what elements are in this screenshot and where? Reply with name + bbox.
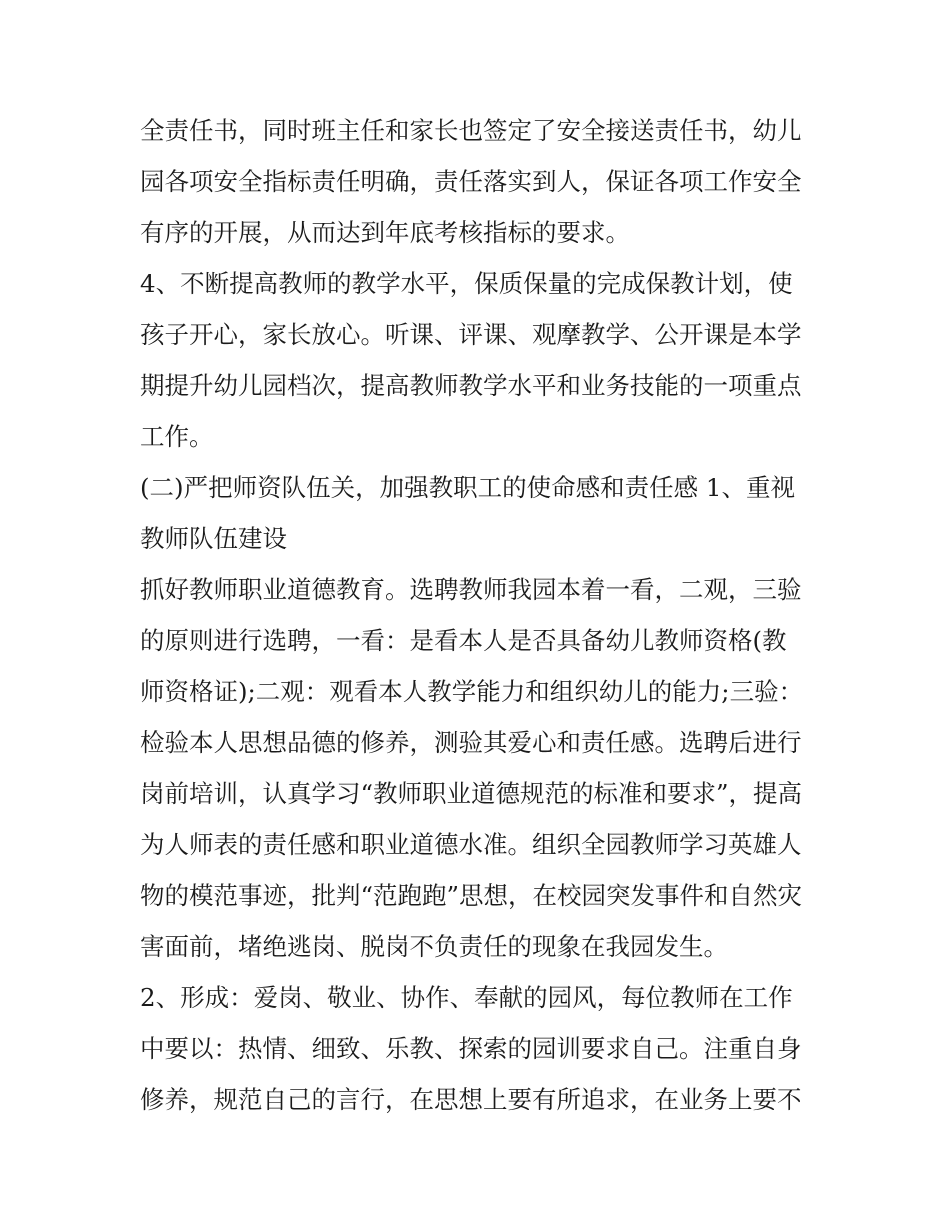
text-line: 中要以：热情、细致、乐教、探索的园训要求自己。注重自身 [140,1034,802,1063]
text-line: 的原则进行选聘，一看：是看本人是否具备幼儿教师资格(教 [140,626,787,655]
text-line: 有序的开展，从而达到年底考核指标的要求。 [140,218,630,247]
text-line: 孩子开心，家长放心。听课、评课、观摩教学、公开课是本学 [140,320,802,349]
text-line: 为人师表的责任感和职业道德水准。组织全园教师学习英雄人 [140,830,802,859]
text-line: 检验本人思想品德的修养，测验其爱心和责任感。选聘后进行 [140,728,802,757]
body-text [140,105,820,1125]
text-line: 抓好教师职业道德教育。选聘教师我园本着一看，二观，三验 [140,575,802,604]
text-line: 师资格证);二观：观看本人教学能力和组织幼儿的能力;三验： [140,677,804,706]
text-line: 岗前培训，认真学习“教师职业道德规范的标准和要求”，提高 [140,779,803,808]
text-line: 工作。 [140,422,214,451]
text-line: 害面前，堵绝逃岗、脱岗不负责任的现象在我园发生。 [140,932,728,961]
text-line: 教师队伍建设 [140,524,287,553]
text-line: 2、形成：爱岗、敬业、协作、奉献的园风，每位教师在工作 [140,983,793,1012]
text-line: 修养，规范自己的言行，在思想上要有所追求，在业务上要不 [140,1085,802,1114]
text-line: 物的模范事迹，批判“范跑跑”思想，在校园突发事件和自然灾 [140,881,803,910]
section-heading-line: (二)严把师资队伍关，加强教职工的使命感和责任感 1、重视 [140,473,795,502]
text-line: 园各项安全指标责任明确，责任落实到人，保证各项工作安全 [140,167,802,196]
text-line: 全责任书，同时班主任和家长也签定了安全接送责任书，幼儿 [140,116,802,145]
text-line: 期提升幼儿园档次，提高教师教学水平和业务技能的一项重点 [140,371,802,400]
text-line: 4、不断提高教师的教学水平，保质保量的完成保教计划，使 [140,269,793,298]
